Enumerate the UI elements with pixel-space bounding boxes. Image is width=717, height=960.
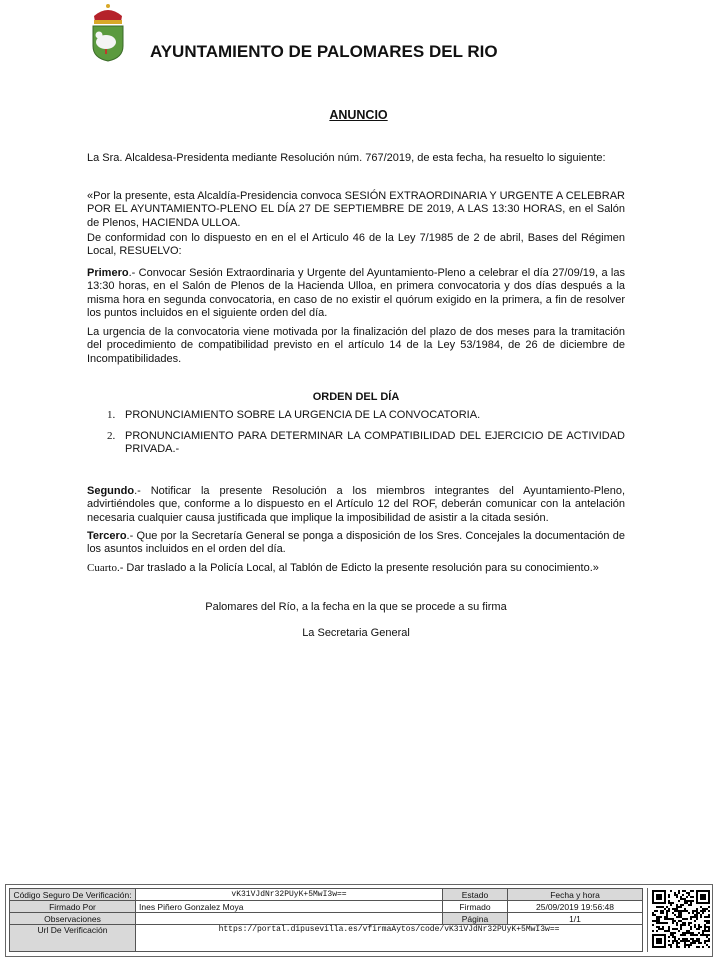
pagina-value: 1/1 (508, 913, 643, 925)
intro-paragraph: La Sra. Alcaldesa-Presidenta mediante Resolución núm. 767/2019, de esta fecha, ha resuelto lo siguiente: (87, 152, 606, 164)
cuarto-label: Cuarto. (87, 562, 120, 574)
quote-paragraph: «Por la presente, esta Alcaldía-Presidencia convoca SESIÓN EXTRAORDINARIA Y URGENTE A CELEBRAR POR EL AYUNTAMIENTO-PLENO EL DÍA 27 DE SEPTIEMBRE DE 2019, A LAS 13:30 HORAS, en el Salón de Plenos, HACIENDA ULLOA. (87, 190, 625, 229)
tercero-paragraph (87, 530, 625, 557)
fecha-value: 25/09/2019 19:56:48 (508, 901, 643, 913)
url-label: Url De Verificación (10, 925, 136, 952)
url-value[interactable]: https://portal.dipusevilla.es/vfirmaAytos/code/vK31VJdNr32PUyK+5MwI3w== (136, 925, 643, 952)
tercero-text: .- Que por la Secretaría General se ponga a disposición de los Sres. Concejales la documentación de los asuntos incluidos en el orden del día. (87, 530, 625, 556)
verification-table (9, 888, 643, 952)
fecha-label: Fecha y hora (508, 889, 643, 901)
orden-del-dia-title: ORDEN DEL DÍA (312, 391, 400, 403)
qr-code-icon (647, 888, 712, 952)
segundo-text: .- Notificar la presente Resolución a los miembros integrantes del Ayuntamiento-Pleno, advirtiéndoles que, conforme a lo dispuesto en el Artículo 12 del ROF, deberán comunicar con la antelación necesaria cualquier causa justificada que implique la imposibilidad de asistir a la citada sesión. (87, 485, 625, 524)
coat-of-arms-logo (88, 2, 128, 62)
codigo-label: Código Seguro De Verificación: (10, 889, 136, 901)
firmado-por-label: Firmado Por (10, 901, 136, 913)
primero-paragraph (87, 267, 625, 321)
lugar-fecha: Palomares del Río, a la fecha en la que se procede a su firma (205, 601, 507, 613)
segundo-paragraph (87, 485, 625, 525)
tercero-label: Tercero (87, 530, 127, 542)
orden-item-number: 2. (107, 430, 116, 442)
observaciones-value (136, 913, 443, 925)
orden-item (107, 409, 625, 422)
segundo-label: Segundo (87, 485, 135, 497)
cuarto-paragraph (87, 562, 625, 575)
cuarto-text: - Dar traslado a la Policía Local, al Tablón de Edicto la presente resolución para su conocimiento.» (119, 562, 599, 574)
estado-value: Firmado (443, 901, 508, 913)
conformidad-paragraph: De conformidad con lo dispuesto en en el el Articulo 46 de la Ley 7/1985 de 2 de abril, Bases del Régimen Local, RESUELVO: (87, 232, 625, 258)
firmado-por-value: Ines Piñero Gonzalez Moya (136, 901, 443, 913)
firmante-cargo: La Secretaria General (302, 627, 410, 639)
observaciones-label: Observaciones (10, 913, 136, 925)
verification-footer (5, 884, 713, 957)
codigo-value: vK31VJdNr32PUyK+5MwI3w== (136, 889, 443, 901)
urgencia-paragraph: La urgencia de la convocatoria viene motivada por la finalización del plazo de dos meses para la tramitación del procedimiento de compatibilidad previsto en el artículo 14 de la Ley 53/1984, de 26 de diciembre de Incompatibilidades. (87, 326, 625, 365)
page-header-title: AYUNTAMIENTO DE PALOMARES DEL RIO (150, 42, 498, 61)
orden-item-text: PRONUNCIAMIENTO PARA DETERMINAR LA COMPATIBILIDAD DEL EJERCICIO DE ACTIVIDAD PRIVADA.- (125, 430, 625, 456)
orden-item (107, 430, 625, 457)
orden-item-number: 1. (107, 409, 116, 421)
pagina-label: Página (443, 913, 508, 925)
primero-text: .- Convocar Sesión Extraordinaria y Urgente del Ayuntamiento-Pleno a celebrar el día 27/09/19, a las 13:30 horas, en el Salón de Plenos de la Hacienda Ulloa, en primera convocatoria y dos días después a la misma hora en segunda convocatoria, en caso de no existir el quórum exigido en la primera, a fin de resolver los puntos incluidos en el siguiente orden del día. (87, 267, 625, 320)
estado-label: Estado (443, 889, 508, 901)
orden-item-text: PRONUNCIAMIENTO SOBRE LA URGENCIA DE LA CONVOCATORIA. (125, 409, 481, 421)
document-heading: ANUNCIO (329, 108, 388, 122)
primero-label: Primero (87, 267, 129, 279)
